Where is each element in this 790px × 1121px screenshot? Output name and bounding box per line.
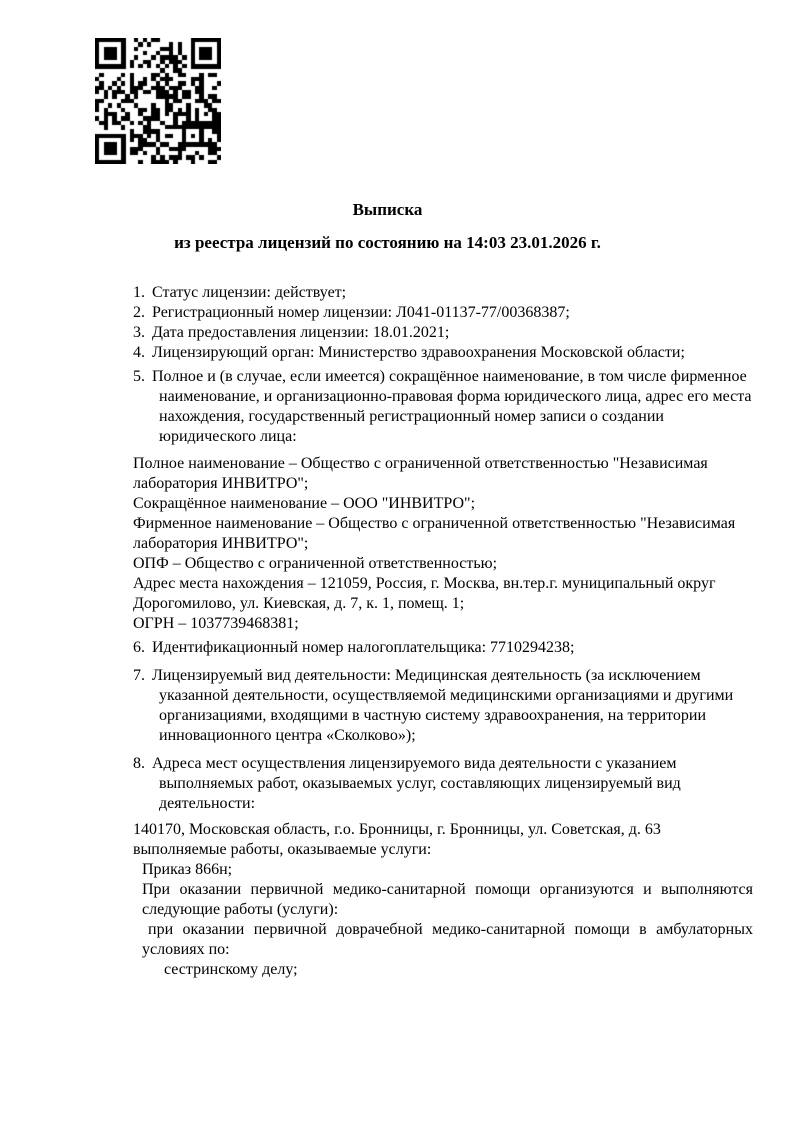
item-activity-type — [133, 666, 753, 746]
org-details-block — [133, 454, 753, 634]
document-body — [133, 283, 753, 980]
item-number: 4. — [133, 344, 145, 361]
works-paragraph-2-line-1: при оказании первичной доврачебной медико-санитарной помощи в амбулаторных — [148, 921, 753, 938]
org-full-name: Полное наименование – Общество с ограниченной ответственностью "Независимая лаборатория ИНВИТРО"; — [133, 455, 708, 492]
document-subtitle: из реестра лицензий по состоянию на 14:03 23.01.2026 г. — [174, 233, 601, 252]
item-number: 2. — [133, 304, 145, 321]
item-number: 6. — [133, 639, 145, 656]
works-block — [133, 820, 753, 980]
item-org-names-heading — [133, 367, 753, 447]
item-text: Лицензирующий орган: Министерство здравоохранения Московской области; — [152, 344, 685, 361]
works-paragraph-1-line-2: следующие работы (услуги): — [142, 901, 339, 918]
item-text: Адреса мест осуществления лицензируемого вида деятельности с указанием выполняемых работ, оказываемых услуг, составляющих лицензируемый вид деятельности: — [152, 755, 681, 812]
item-grant-date — [133, 323, 753, 343]
service-nursing: сестринскому делу; — [164, 961, 298, 978]
item-registration-number — [133, 303, 753, 323]
item-number: 5. — [133, 368, 145, 385]
item-text: Идентификационный номер налогоплательщика: 7710294238; — [152, 639, 575, 656]
item-number: 8. — [133, 755, 145, 772]
works-label: выполняемые работы, оказываемые услуги: — [133, 841, 432, 858]
title-block — [0, 200, 775, 253]
item-text: Лицензируемый вид деятельности: Медицинская деятельность (за исключением указанной деятельности, осуществляемой медицинскими организациями и другими организациями, входящими в частную систему здравоохранения, на территории инновационного центра «Сколково»); — [152, 667, 734, 744]
item-text: Дата предоставления лицензии: 18.01.2021; — [152, 324, 450, 341]
work-address: 140170, Московская область, г.о. Бронницы, г. Бронницы, ул. Советская, д. 63 — [133, 821, 661, 838]
item-number: 3. — [133, 324, 145, 341]
item-licensing-authority — [133, 343, 753, 363]
org-brand-name: Фирменное наименование – Общество с ограниченной ответственностью "Независимая лаборатория ИНВИТРО"; — [133, 515, 736, 552]
document-title: Выписка — [352, 200, 423, 219]
item-text: Статус лицензии: действует; — [152, 284, 347, 301]
org-address: Адрес места нахождения – 121059, Россия, г. Москва, вн.тер.г. муниципальный округ Дорогомилово, ул. Киевская, д. 7, к. 1, помещ. 1; — [133, 575, 716, 612]
works-paragraph-1-line-1: При оказании первичной медико-санитарной помощи организуются и выполняются — [142, 881, 753, 898]
item-text: Регистрационный номер лицензии: Л041-01137-77/00368387; — [152, 304, 570, 321]
org-ogrn: ОГРН – 1037739468381; — [133, 615, 299, 632]
org-legal-form: ОПФ – Общество с ограниченной ответственностью; — [133, 555, 498, 572]
item-inn — [133, 638, 753, 658]
order-866n: Приказ 866н; — [142, 861, 233, 878]
org-short-name: Сокращённое наименование – ООО "ИНВИТРО"; — [133, 495, 476, 512]
item-number: 1. — [133, 284, 145, 301]
item-text: Полное и (в случае, если имеется) сокращённое наименование, в том числе фирменное наименование, и организационно-правовая форма юридического лица, адрес его места нахождения, государственный регистрационный номер записи о создании юридического лица: — [152, 368, 752, 445]
qr-code-icon — [95, 38, 221, 164]
item-addresses-heading — [133, 754, 753, 814]
item-license-status — [133, 283, 753, 303]
item-number: 7. — [133, 667, 145, 684]
works-paragraph-2-line-2: условиях по: — [142, 941, 230, 958]
